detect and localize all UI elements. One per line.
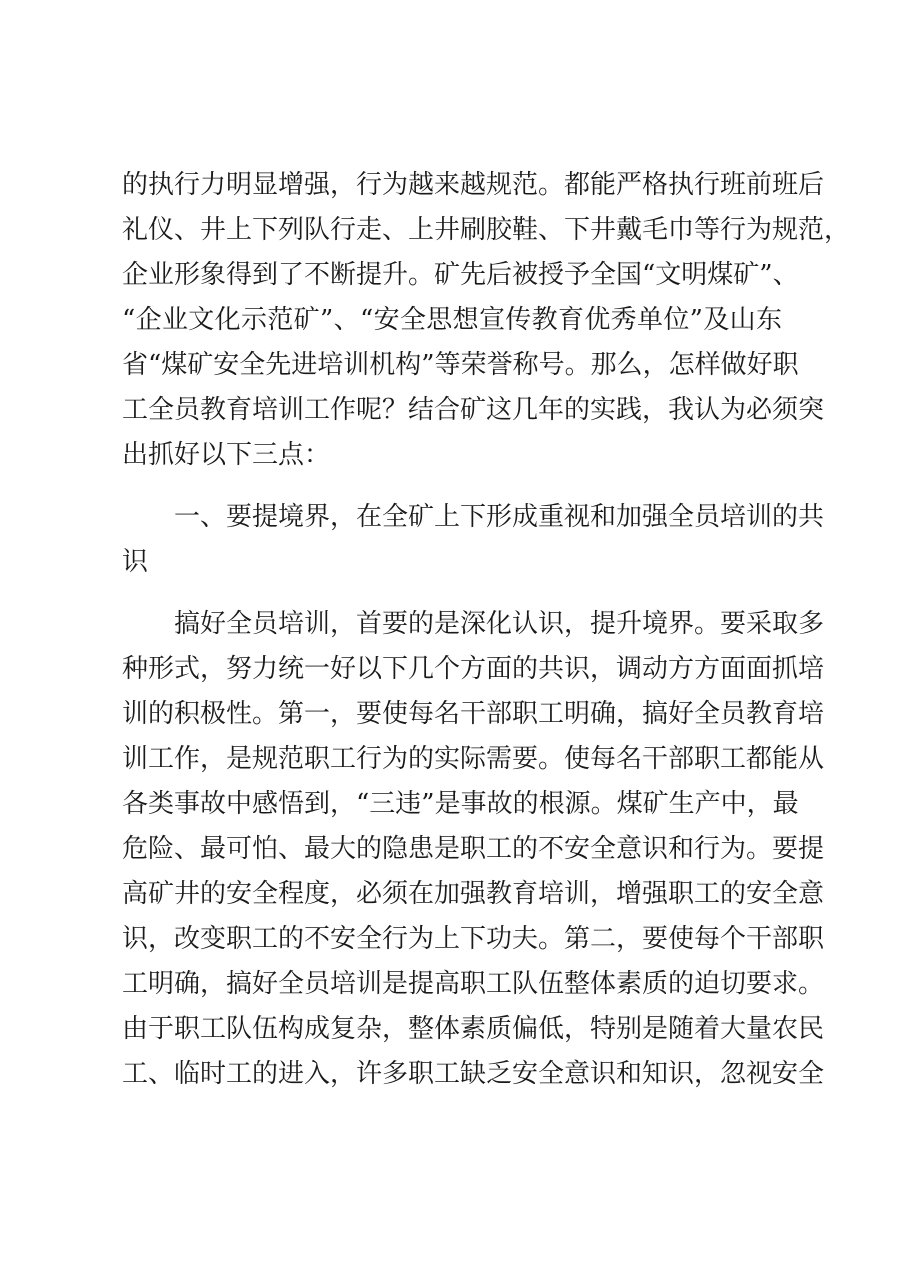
text-line: 种形式，努力统一好以下几个方面的共识，调动方方面面抓培 <box>122 654 825 684</box>
text-line: 搞好全员培训，首要的是深化认识，提升境界。要采取多 <box>174 609 825 639</box>
text-line: 出抓好以下三点： <box>122 440 331 470</box>
text-line: 由于职工队伍构成复杂，整体素质偏低，特别是随着大量农民 <box>122 1014 825 1044</box>
text-line: 训的积极性。第一，要使每名干部职工明确，搞好全员教育培 <box>122 699 825 729</box>
text-line: 工、临时工的进入，许多职工缺乏安全意识和知识，忽视安全 <box>122 1059 825 1089</box>
text-line: 工全员教育培训工作呢？结合矿这几年的实践，我认为必须突 <box>122 395 825 425</box>
text-line: 各类事故中感悟到，“三违”是事故的根源。煤矿生产中，最 <box>122 789 799 819</box>
heading-line: 一、要提境界，在全矿上下形成重视和加强全员培训的共 <box>174 502 825 532</box>
text-line: 企业形象得到了不断提升。矿先后被授予全国“文明煤矿”、 <box>122 260 799 290</box>
text-line: 礼仪、井上下列队行走、上井刷胶鞋、下井戴毛巾等行为规范， <box>122 215 851 245</box>
paragraph-intro <box>122 163 851 478</box>
text-line: 训工作，是规范职工行为的实际需要。使每名干部职工都能从 <box>122 744 825 774</box>
text-line: 省“煤矿安全先进培训机构”等荣誉称号。那么，怎样做好职 <box>122 350 799 380</box>
text-line: 危险、最可怕、最大的隐患是职工的不安全意识和行为。要提 <box>122 834 825 864</box>
text-line: 的执行力明显增强，行为越来越规范。都能严格执行班前班后 <box>122 170 825 200</box>
section-heading <box>122 495 825 585</box>
text-line: 高矿井的安全程度，必须在加强教育培训，增强职工的安全意 <box>122 879 825 909</box>
paragraph-body <box>122 602 825 1097</box>
heading-line: 识 <box>122 547 149 577</box>
text-line: 识，改变职工的不安全行为上下功夫。第二，要使每个干部职 <box>122 924 825 954</box>
text-line: 工明确，搞好全员培训是提高职工队伍整体素质的迫切要求。 <box>122 969 825 999</box>
document-body <box>122 163 851 1097</box>
text-line: “企业文化示范矿”、“安全思想宣传教育优秀单位”及山东 <box>122 305 782 335</box>
